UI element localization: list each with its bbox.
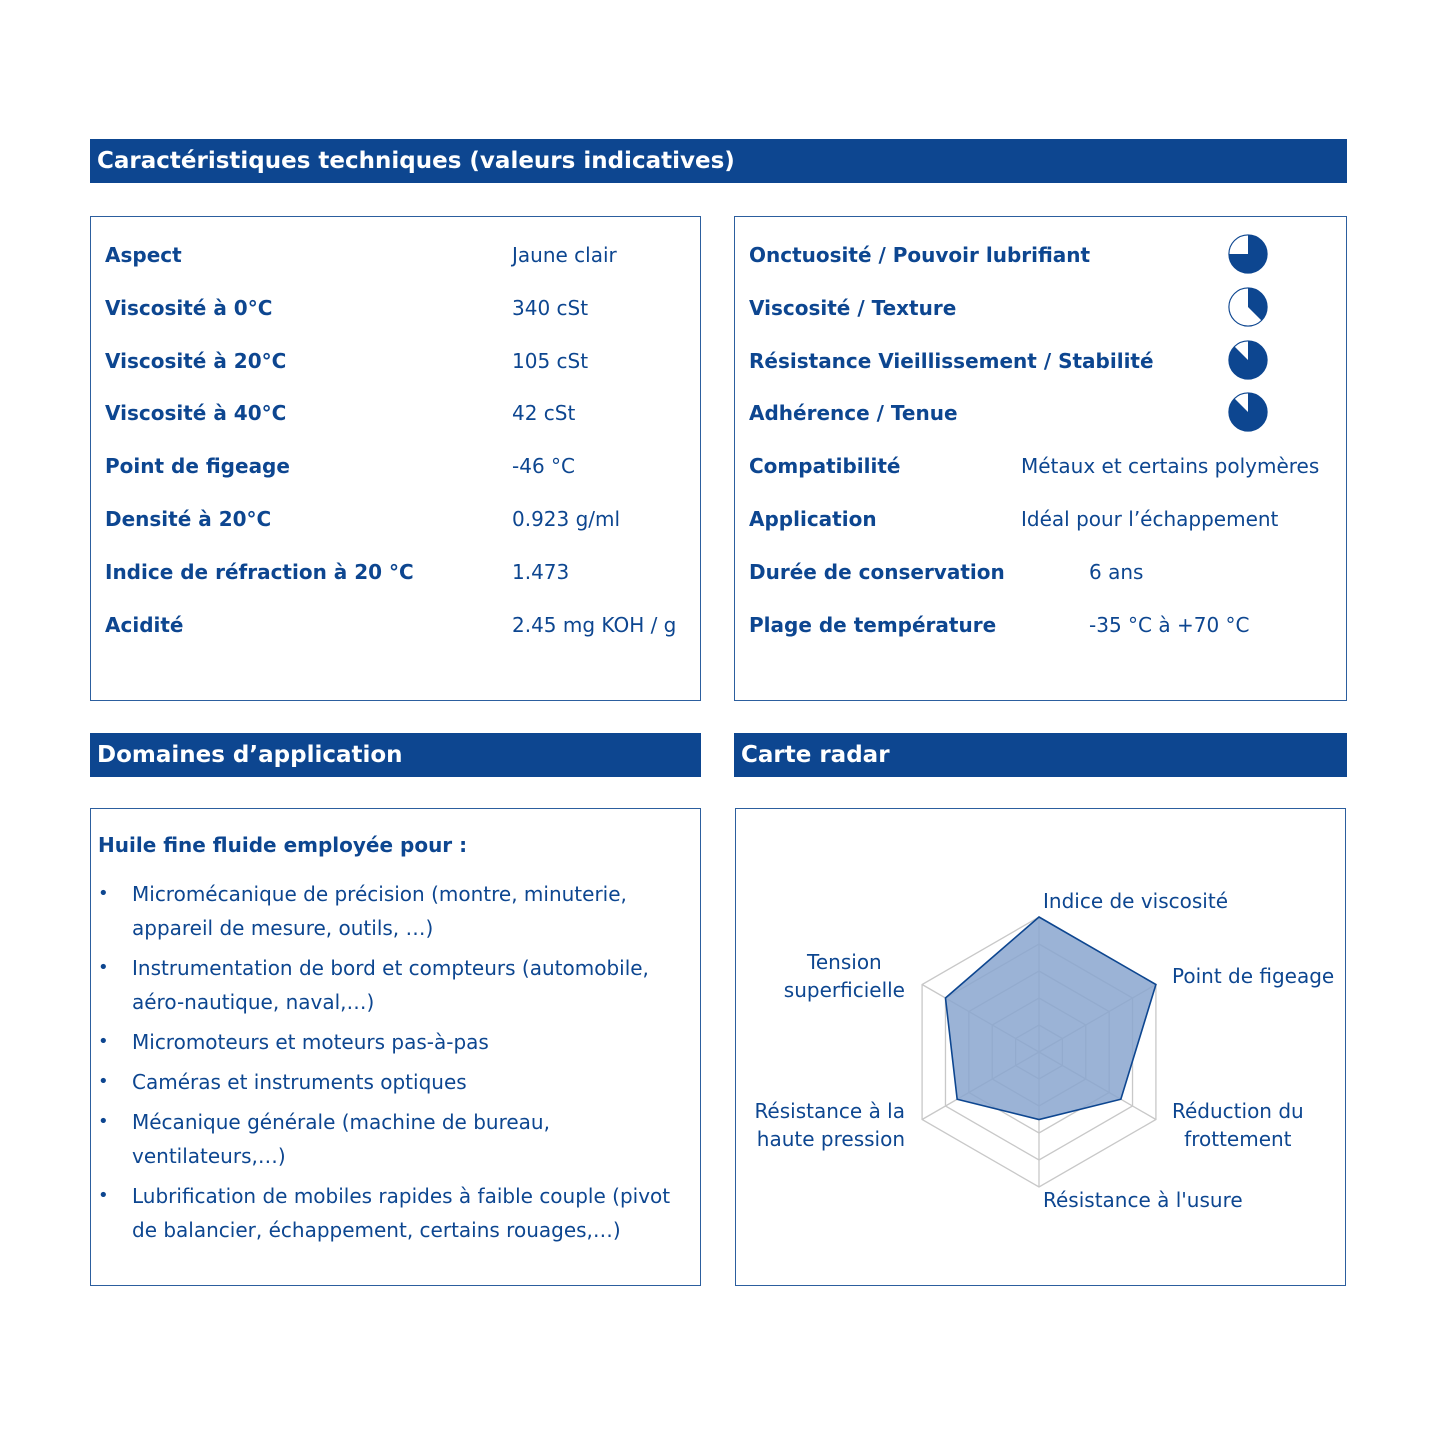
rating-label: Onctuosité / Pouvoir lubrifiant — [749, 243, 1091, 267]
page-title: Caractéristiques techniques (valeurs indicatives) — [90, 139, 1347, 183]
radar-axis-label — [1043, 1186, 1243, 1214]
radar-axis-label-line: haute pression — [756, 1127, 905, 1151]
spec-value: 340 cSt — [512, 295, 589, 320]
spec-label: Indice de réfraction à 20 °C — [105, 559, 414, 584]
radar-axis-label-line: superficielle — [783, 978, 905, 1002]
spec-label: Viscosité à 20°C — [105, 348, 287, 373]
radar-axis-label-line: Point de figeage — [1172, 964, 1335, 988]
property-value: Idéal pour l’échappement — [1021, 507, 1279, 531]
list-item — [98, 1105, 688, 1173]
property-label: Plage de température — [749, 612, 997, 637]
spec-value: 42 cSt — [512, 401, 576, 426]
rating-label: Résistance Vieillissement / Stabilité — [749, 348, 1154, 373]
rating-label: Viscosité / Texture — [749, 295, 957, 320]
radar-axis-label — [1172, 1097, 1304, 1153]
radar-axis-label-line: Indice de viscosité — [1043, 889, 1229, 913]
bullet-icon: • — [98, 1111, 109, 1132]
radar-axis-label-line: Tension — [807, 950, 882, 974]
property-value: 6 ans — [1089, 559, 1144, 584]
spec-label: Densité à 20°C — [105, 507, 272, 531]
property-label: Application — [749, 507, 877, 531]
spec-value: 2.45 mg KOH / g — [512, 612, 677, 637]
applications-subtitle: Huile fine fluide employée pour : — [98, 833, 468, 857]
spec-value: 1.473 — [512, 559, 570, 584]
radar-axis-label — [1043, 887, 1228, 915]
radar-axis-label-line: Résistance à la — [754, 1099, 905, 1123]
property-label: Compatibilité — [749, 454, 901, 479]
rating-pie-icon — [1227, 339, 1269, 381]
list-item-text: Lubrification de mobiles rapides à faible couple (pivot de balancier, échappement, certains rouages,…) — [132, 1184, 671, 1242]
radar-axis-label — [1172, 962, 1334, 990]
ratings-panel — [734, 216, 1347, 701]
list-item-text: Mécanique générale (machine de bureau, ventilateurs,…) — [132, 1110, 550, 1168]
spec-value: -46 °C — [512, 454, 575, 479]
property-value: Métaux et certains polymères — [1021, 454, 1320, 479]
list-item — [98, 877, 688, 945]
property-label: Durée de conservation — [749, 559, 1005, 584]
spec-label: Acidité — [105, 612, 184, 637]
radar-axis-label-line: Résistance à l'usure — [1043, 1188, 1243, 1212]
rating-pie-icon — [1227, 233, 1269, 275]
spec-value: Jaune clair — [512, 243, 617, 267]
bullet-icon: • — [98, 1031, 109, 1052]
rating-pie-icon — [1227, 286, 1269, 328]
list-item — [98, 951, 688, 1019]
list-item — [98, 1065, 688, 1099]
spec-label: Aspect — [105, 243, 182, 267]
property-value: -35 °C à +70 °C — [1089, 612, 1250, 637]
spec-label: Viscosité à 40°C — [105, 401, 287, 426]
list-item-text: Micromécanique de précision (montre, minuterie, appareil de mesure, outils, …) — [132, 882, 627, 940]
spec-label: Viscosité à 0°C — [105, 295, 273, 320]
bullet-icon: • — [98, 1071, 109, 1092]
specs-panel — [90, 216, 701, 701]
applications-title: Domaines d’application — [90, 733, 701, 777]
radar-axis-label-line: Réduction du — [1172, 1099, 1304, 1123]
applications-panel — [90, 808, 701, 1286]
radar-panel — [735, 808, 1346, 1286]
radar-axis-label — [784, 948, 905, 1004]
radar-series-area — [945, 917, 1155, 1120]
list-item-text: Micromoteurs et moteurs pas-à-pas — [132, 1030, 489, 1054]
bullet-icon: • — [98, 883, 109, 904]
list-item-text: Caméras et instruments optiques — [132, 1070, 467, 1094]
spec-label: Point de figeage — [105, 454, 290, 479]
spec-value: 0.923 g/ml — [512, 507, 621, 531]
list-item — [98, 1179, 688, 1247]
bullet-icon: • — [98, 957, 109, 978]
radar-axis-label-line: frottement — [1184, 1127, 1292, 1151]
radar-title: Carte radar — [734, 733, 1347, 777]
list-item — [98, 1025, 688, 1059]
rating-label: Adhérence / Tenue — [749, 401, 958, 426]
radar-chart — [736, 809, 1345, 1285]
list-item-text: Instrumentation de bord et compteurs (automobile, aéro-nautique, naval,…) — [132, 956, 649, 1014]
bullet-icon: • — [98, 1185, 109, 1206]
spec-value: 105 cSt — [512, 348, 589, 373]
rating-pie-icon — [1227, 391, 1269, 433]
applications-list — [98, 877, 688, 1253]
radar-axis-label — [754, 1097, 905, 1153]
